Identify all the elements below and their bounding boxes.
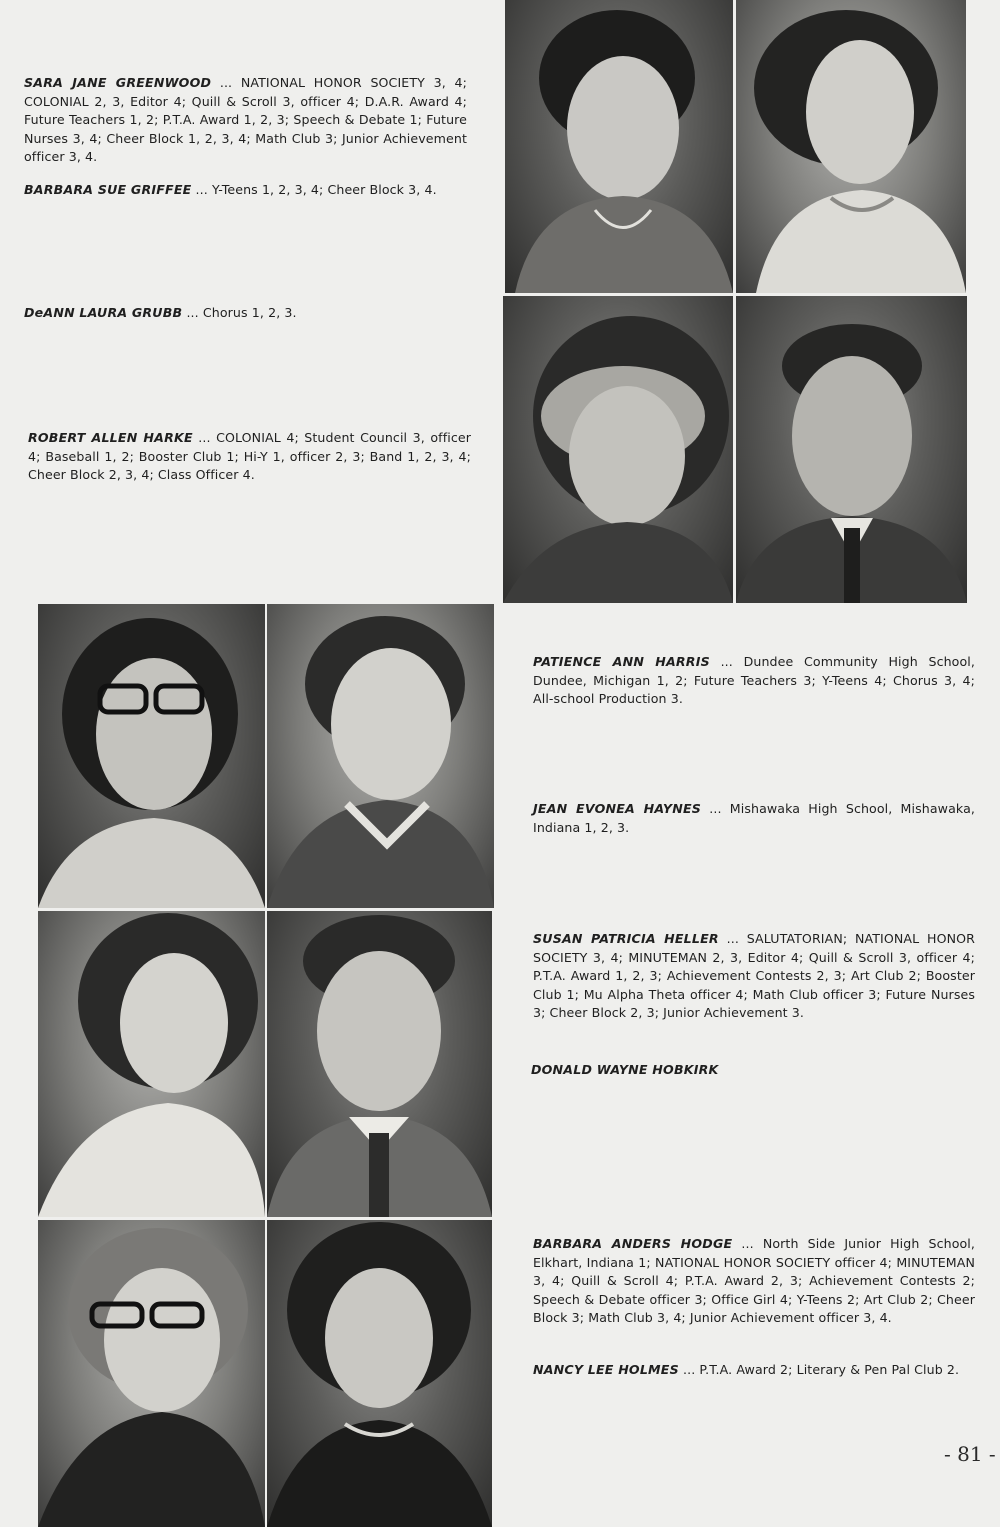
entry-haynes (533, 800, 975, 837)
entry-hobkirk (531, 1061, 973, 1080)
portrait-photo-heller (38, 911, 265, 1217)
activities: NATIONAL HONOR SOCIETY 3, 4; COLONIAL 2, 3, Editor 4; Quill & Scroll 3, officer 4; D.A.R. Award 4; Future Teachers 1, 2; P.T.A. Award 1, 2, 3; Speech & Debate 1; Future Nurses 3, 4; Cheer Block 1, 2, 3, 4; Math Club 3; Junior Achievement officer 3, 4. (24, 75, 467, 165)
separator: ... (195, 182, 208, 197)
separator: ... (219, 75, 233, 90)
activities: Y-Teens 1, 2, 3, 4; Cheer Block 3, 4. (211, 182, 437, 197)
student-name: SARA JANE GREENWOOD (24, 75, 212, 90)
portrait-photo-holmes (267, 1220, 492, 1527)
activities: COLONIAL 4; Student Council 3, officer 4; Baseball 1, 2; Booster Club 1; Hi-Y 1, officer 2, 3; Band 1, 2, 3, 4; Cheer Block 2, 3, 4; Class Officer 4. (28, 430, 471, 483)
portrait-photo-grubb (503, 296, 733, 603)
activities: North Side Junior High School, Elkhart, Indiana 1; NATIONAL HONOR SOCIETY officer 4; MINUTEMAN 3, 4; Quill & Scroll 4; P.T.A. Award 2, 3; Achievement Contests 2; Speech & Debate officer 3; Office Girl 4; Y-Teens 2; Art Club 2; Cheer Block 3; Math Club 3, 4; Junior Achievement officer 3, 4. (533, 1236, 976, 1326)
separator: ... (726, 931, 739, 946)
activities: P.T.A. Award 2; Literary & Pen Pal Club 2. (699, 1362, 960, 1377)
entry-holmes (533, 1361, 975, 1380)
portrait-photo-harke (736, 296, 967, 603)
page-number: - 81 - (944, 1442, 996, 1466)
entry-harris (533, 653, 975, 709)
student-name: SUSAN PATRICIA HELLER (533, 931, 719, 946)
entry-heller (533, 930, 975, 1023)
portrait-photo-haynes (267, 604, 494, 908)
separator: ... (186, 305, 199, 320)
entry-harke (28, 429, 471, 485)
separator: ... (198, 430, 211, 445)
portrait-photo-hodge (38, 1220, 265, 1527)
entry-grubb (24, 304, 467, 323)
activities: SALUTATORIAN; NATIONAL HONOR SOCIETY 3, 4; MINUTEMAN 2, 3, Editor 4; Quill & Scroll 3, officer 4; P.T.A. Award 1, 2, 3; Achievement Contests 2, 3; Art Club 2; Booster Club 1; Mu Alpha Theta officer 4; Math Club officer 3; Future Nurses 3; Cheer Block 2, 3; Junior Achievement 3. (533, 931, 975, 1021)
activities: Mishawaka High School, Mishawaka, Indiana 1, 2, 3. (533, 801, 975, 835)
student-name: PATIENCE ANN HARRIS (533, 654, 710, 669)
student-name: NANCY LEE HOLMES (533, 1362, 679, 1377)
separator: ... (720, 654, 733, 669)
student-name: BARBARA ANDERS HODGE (533, 1236, 733, 1251)
entry-griffee (24, 181, 467, 200)
separator: ... (682, 1362, 696, 1377)
student-name: BARBARA SUE GRIFFEE (24, 182, 192, 197)
separator: ... (709, 801, 722, 816)
separator: ... (741, 1236, 754, 1251)
portrait-photo-greenwood (505, 0, 733, 293)
student-name: DeANN LAURA GRUBB (24, 305, 183, 320)
student-name: ROBERT ALLEN HARKE (28, 430, 193, 445)
portrait-photo-hobkirk (267, 911, 492, 1217)
portrait-photo-harris (38, 604, 265, 908)
entry-hodge (533, 1235, 975, 1328)
activities: Dundee Community High School, Dundee, Michigan 1, 2; Future Teachers 3; Y-Teens 4; Chorus 3, 4; All-school Production 3. (533, 654, 975, 707)
student-name: JEAN EVONEA HAYNES (533, 801, 702, 816)
entry-greenwood (24, 74, 467, 167)
activities: Chorus 1, 2, 3. (202, 305, 297, 320)
portrait-photo-griffee (736, 0, 966, 293)
student-name: DONALD WAYNE HOBKIRK (531, 1062, 719, 1077)
